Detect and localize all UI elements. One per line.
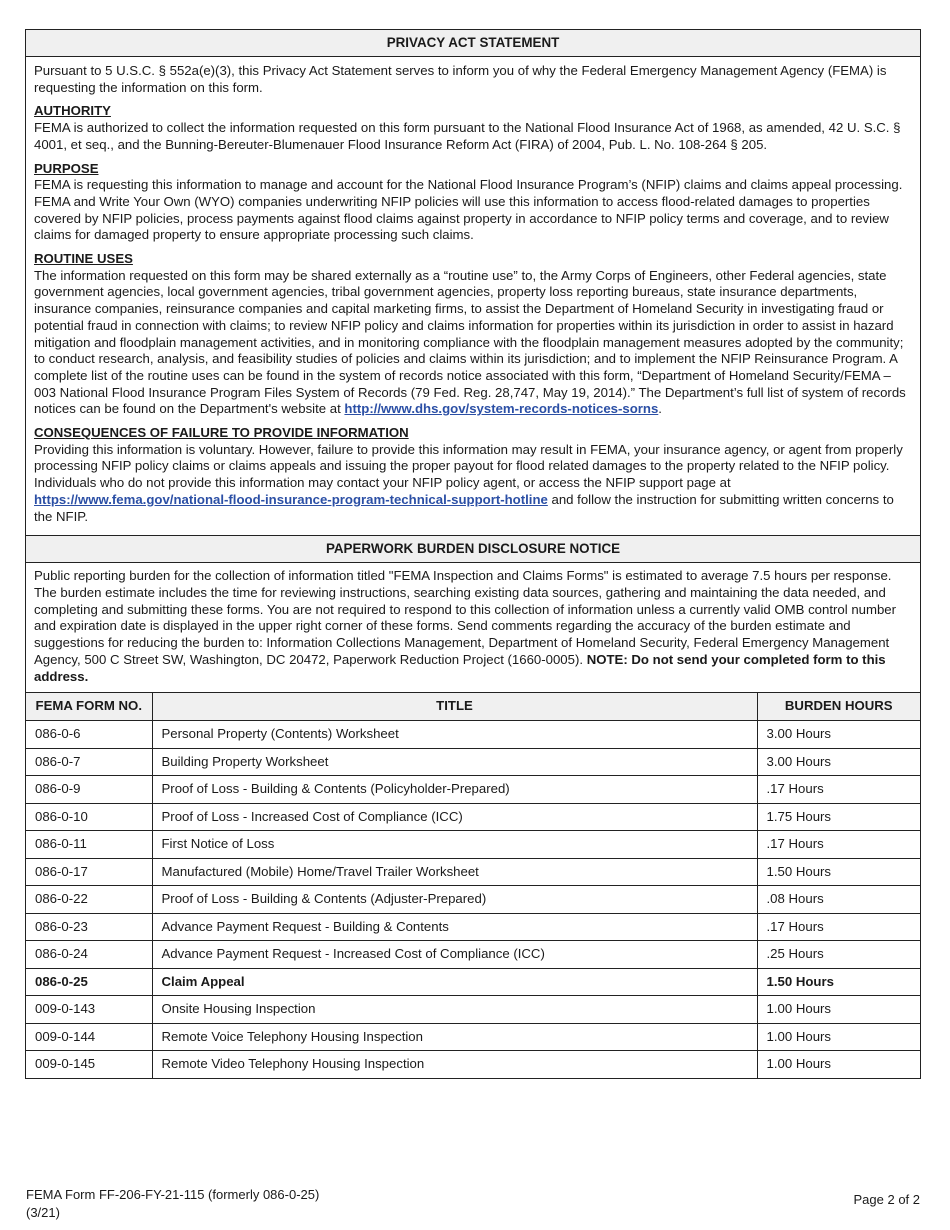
- table-row: [26, 941, 920, 969]
- table-row: [26, 996, 920, 1024]
- form-number-cell: 086-0-7: [26, 748, 152, 776]
- form-title-cell: First Notice of Loss: [152, 831, 757, 859]
- purpose-heading: PURPOSE: [34, 160, 99, 176]
- table-row: [26, 831, 920, 859]
- form-title-cell: Manufactured (Mobile) Home/Travel Trailer Worksheet: [152, 858, 757, 886]
- footer-form-info: [26, 1186, 319, 1222]
- routine-uses-paragraph: The information requested on this form may be shared externally as a “routine use” to, the Army Corps of Engineers, other Federal agencies, state government agencies, local government agencies, tribal government agencies, property loss reporting bureaus, state insurance departments, insurance companies, reinsurance companies and capital marketing firms, to assist the Department of Homeland Security in investigating fraud or potential fraud in connection with claims; to review NFIP policy and claims information for properties within its jurisdiction in order to assist in hazard mitigation and floodplain management activities, and in monitoring compliance with the floodplain management measures adopted by the community; to conduct research, analysis, and feasibility studies of policies and claims within its jurisdiction; and to implement the NFIP Reinsurance Program. A complete list of the routine uses can be found in the system of records notice associated with this form, “Department of Homeland Security/FEMA – 003 National Flood Insurance Program Files System of Records (79 Fed. Reg. 28,747, May 19, 2014).” The Department’s full list of system of records notices can be found on the Department's website at http://www.dhs.gov/system-records-notices-sorns.: [34, 267, 906, 417]
- footer-form-date: (3/21): [26, 1205, 60, 1220]
- table-row: [26, 748, 920, 776]
- consequences-paragraph: [34, 442, 912, 526]
- burden-hours-cell: 1.50 Hours: [757, 968, 920, 996]
- consequences-tail: and follow the instruction for submitting written concerns to the NFIP.: [34, 491, 894, 524]
- form-frame: [25, 29, 921, 1079]
- footer-form-id: FEMA Form FF-206-FY-21-115 (formerly 086-0-25): [26, 1187, 320, 1202]
- privacy-heading: PRIVACY ACT STATEMENT: [26, 30, 920, 57]
- consequences-heading: CONSEQUENCES OF FAILURE TO PROVIDE INFORMATION: [34, 425, 409, 441]
- burden-hours-cell: .17 Hours: [757, 776, 920, 804]
- burden-hours-cell: 1.00 Hours: [757, 1051, 920, 1078]
- paperwork-text: Public reporting burden for the collection of information titled "FEMA Inspection and Claims Forms" is estimated to average 7.5 hours per response. The burden estimate includes the time for reviewing instructions, searching existing data sources, gathering and maintaining the data needed, and completing and submitting these forms. You are not required to respond to this collection of information unless a currently valid OMB control number and expiration date is displayed in the upper right corner of these forms. Send comments regarding the accuracy of the burden estimate and suggestions for reducing the burden to: Information Collections Management, Department of Homeland Security, Federal Emergency Management Agency, 500 C Street SW, Washington, DC 20472, Paperwork Reduction Project (1660-0005).: [34, 568, 897, 667]
- burden-hours-cell: .08 Hours: [757, 886, 920, 914]
- authority-text: FEMA is authorized to collect the information requested on this form pursuant to the National Flood Insurance Act of 1968, as amended, 42 U. S.C. § 4001, et seq., and the Bunning-Bereuter-Blumenauer Flood Insurance Reform Act (FIRA) of 2004, Pub. L. No. 108-264 § 205.: [34, 120, 901, 152]
- authority-section: [34, 103, 912, 153]
- form-title-cell: Proof of Loss - Building & Contents (Adjuster-Prepared): [152, 886, 757, 914]
- form-title-cell: Remote Video Telephony Housing Inspection: [152, 1051, 757, 1078]
- form-title-cell: Building Property Worksheet: [152, 748, 757, 776]
- purpose-section: [34, 161, 912, 245]
- form-number-cell: 086-0-17: [26, 858, 152, 886]
- burden-hours-cell: 1.75 Hours: [757, 803, 920, 831]
- form-title-cell: Advance Payment Request - Increased Cost of Compliance (ICC): [152, 941, 757, 969]
- form-number-cell: 086-0-11: [26, 831, 152, 859]
- burden-hours-cell: 3.00 Hours: [757, 748, 920, 776]
- form-title-cell: Claim Appeal: [152, 968, 757, 996]
- routine-uses-section: [34, 251, 912, 418]
- burden-table: [26, 692, 920, 1078]
- col-header-title: TITLE: [152, 693, 757, 721]
- footer-page-number: Page 2 of 2: [853, 1192, 920, 1207]
- table-row: [26, 913, 920, 941]
- table-row: [26, 858, 920, 886]
- table-row: [26, 803, 920, 831]
- form-title-cell: Personal Property (Contents) Worksheet: [152, 721, 757, 749]
- form-number-cell: 086-0-6: [26, 721, 152, 749]
- routine-uses-heading: ROUTINE USES: [34, 251, 133, 267]
- form-title-cell: Proof of Loss - Building & Contents (Policyholder-Prepared): [152, 776, 757, 804]
- form-number-cell: 086-0-24: [26, 941, 152, 969]
- consequences-section: [34, 425, 912, 525]
- col-header-form-no: FEMA FORM NO.: [26, 693, 152, 721]
- burden-hours-cell: .17 Hours: [757, 913, 920, 941]
- burden-hours-cell: 1.50 Hours: [757, 858, 920, 886]
- paperwork-note: NOTE: Do not send your completed form to this address.: [34, 651, 886, 684]
- form-number-cell: 086-0-9: [26, 776, 152, 804]
- privacy-body: [26, 57, 920, 535]
- fema-support-link[interactable]: https://www.fema.gov/national-flood-insurance-program-technical-support-hotline: [34, 491, 548, 507]
- col-header-burden-hours: BURDEN HOURS: [757, 693, 920, 721]
- form-number-cell: 086-0-10: [26, 803, 152, 831]
- form-number-cell: 009-0-145: [26, 1051, 152, 1078]
- paperwork-heading: PAPERWORK BURDEN DISCLOSURE NOTICE: [26, 535, 920, 563]
- burden-hours-cell: .17 Hours: [757, 831, 920, 859]
- form-number-cell: 086-0-23: [26, 913, 152, 941]
- form-number-cell: 086-0-25: [26, 968, 152, 996]
- paperwork-body: [26, 563, 920, 692]
- burden-hours-cell: .25 Hours: [757, 941, 920, 969]
- form-title-cell: Remote Voice Telephony Housing Inspection: [152, 1023, 757, 1051]
- privacy-intro: Pursuant to 5 U.S.C. § 552a(e)(3), this Privacy Act Statement serves to inform you of why the Federal Emergency Management Agency (FEMA) is requesting the information on this form.: [34, 63, 887, 95]
- form-number-cell: 009-0-143: [26, 996, 152, 1024]
- purpose-text: FEMA is requesting this information to manage and account for the National Flood Insurance Program’s (NFIP) claims and claims appeal processing. FEMA and Write Your Own (WYO) companies underwriting NFIP policies will use this information to access flood-related damages to properties covered by NFIP policies, process payments against flood claims against property in accordance to NFIP policy terms and coverage, and to review claims for damaged property to ensure appropriate processing such claims.: [34, 177, 903, 243]
- table-row: [26, 1023, 920, 1051]
- form-title-cell: Onsite Housing Inspection: [152, 996, 757, 1024]
- form-title-cell: Proof of Loss - Increased Cost of Compliance (ICC): [152, 803, 757, 831]
- table-row: [26, 776, 920, 804]
- authority-heading: AUTHORITY: [34, 103, 111, 119]
- table-row: [26, 1051, 920, 1078]
- dhs-sorns-link[interactable]: http://www.dhs.gov/system-records-notices-sorns: [344, 401, 659, 417]
- table-row: [26, 886, 920, 914]
- burden-hours-cell: 1.00 Hours: [757, 996, 920, 1024]
- consequences-text: Providing this information is voluntary. However, failure to provide this information may result in FEMA, your insurance agency, or agent from properly processing NFIP policy claims or claims appeals and issuing the proper payout for flood related damages to the property related to the NFIP policy. Individuals who do not provide this information may contact your NFIP policy agent, or access the NFIP support page at: [34, 441, 903, 491]
- form-number-cell: 086-0-22: [26, 886, 152, 914]
- table-header-row: [26, 693, 920, 721]
- routine-uses-text: The information requested on this form may be shared externally as a “routine use” to, the Army Corps of Engineers, other Federal agencies, state government agencies, local government agencies, tribal government agencies, property loss reporting bureaus, state insurance departments, insurance companies, reinsurance companies and capital marketing firms, to assist the Department of Homeland Security in investigating fraud or potential fraud in connection with claims; to review NFIP policy and claims information for properties within its jurisdiction in order to assist in hazard mitigation and floodplain management activities, and in monitoring compliance with the floodplain management measures adopted by the community; to conduct research, analysis, and feasibility studies of policies and claims within its jurisdiction; and to implement the NFIP Reinsurance Program. A complete list of the routine uses can be found in the system of records notice associated with this form, “Department of Homeland Security/FEMA – 003 National Flood Insurance Program Files System of Records (79 Fed. Reg. 28,747, May 19, 2014).” The Department’s full list of system of records notices can be found on the Department's website at: [34, 267, 906, 417]
- burden-hours-cell: 1.00 Hours: [757, 1023, 920, 1051]
- form-number-cell: 009-0-144: [26, 1023, 152, 1051]
- form-title-cell: Advance Payment Request - Building & Contents: [152, 913, 757, 941]
- table-row: [26, 721, 920, 749]
- burden-hours-cell: 3.00 Hours: [757, 721, 920, 749]
- table-row-current-form: [26, 968, 920, 996]
